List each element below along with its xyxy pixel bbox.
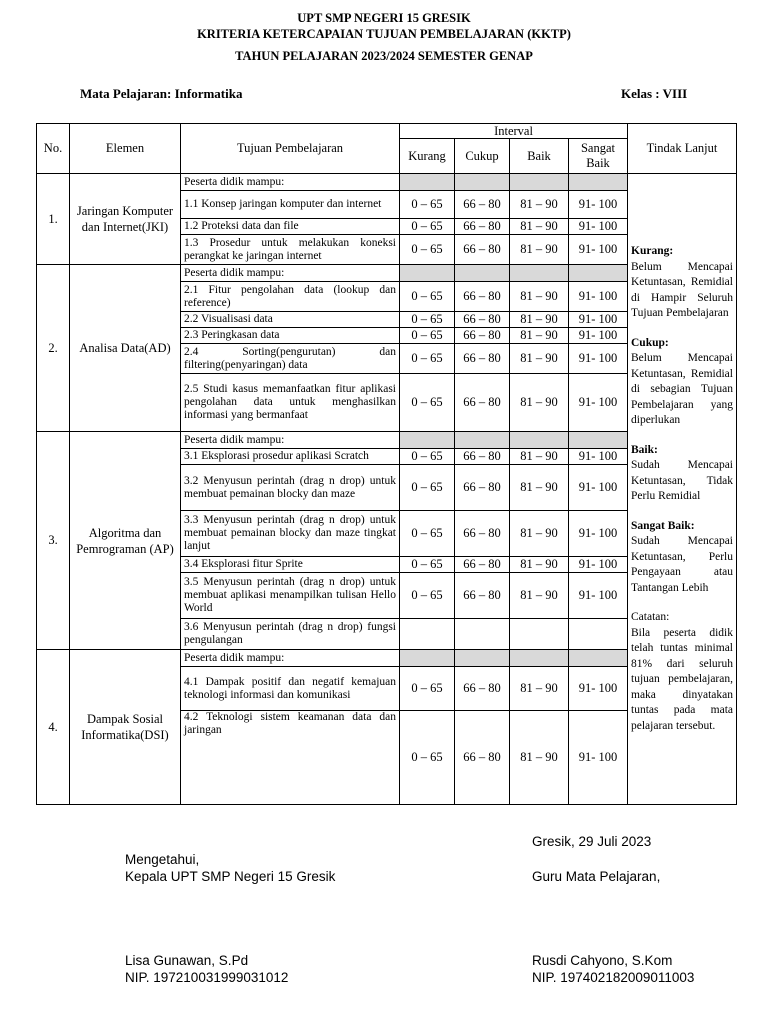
- group-1-elemen: Jaringan Komputer dan Internet(JKI): [70, 174, 181, 265]
- interval-sangat-baik: 91- 100: [569, 511, 628, 557]
- interval-sangat-baik: 91- 100: [569, 557, 628, 573]
- interval-baik: 81 – 90: [510, 557, 569, 573]
- interval-sangat-baik: 91- 100: [569, 235, 628, 265]
- tp-2-2: 2.2 Visualisasi data: [181, 312, 400, 328]
- header-kurang: Kurang: [400, 139, 455, 174]
- tp-3-1: 3.1 Eksplorasi prosedur aplikasi Scratch: [181, 449, 400, 465]
- group-3-elemen: Algoritma dan Pemrograman (AP): [70, 432, 181, 650]
- interval-kurang: 0 – 65: [400, 667, 455, 711]
- interval-baik: 81 – 90: [510, 573, 569, 619]
- interval-cukup: 66 – 80: [455, 282, 510, 312]
- teacher-signature: [532, 952, 694, 986]
- interval-cukup: 66 – 80: [455, 344, 510, 374]
- interval-kurang: 0 – 65: [400, 235, 455, 265]
- academic-year: TAHUN PELAJARAN 2023/2024 SEMESTER GENAP: [235, 49, 533, 63]
- interval-kurang: 0 – 65: [400, 573, 455, 619]
- interval-cukup: 66 – 80: [455, 511, 510, 557]
- interval-kurang: 0 – 65: [400, 328, 455, 344]
- interval-kurang: 0 – 65: [400, 557, 455, 573]
- interval-kurang: 0 – 65: [400, 449, 455, 465]
- tl-cukup-heading: Cukup:: [631, 336, 669, 349]
- interval-baik: 81 – 90: [510, 667, 569, 711]
- interval-kurang: 0 – 65: [400, 282, 455, 312]
- header-baik: Baik: [510, 139, 569, 174]
- tp-1-2: 1.2 Proteksi data dan file: [181, 219, 400, 235]
- interval-baik: 81 – 90: [510, 191, 569, 219]
- tp-1-1: 1.1 Konsep jaringan komputer dan internet: [181, 191, 400, 219]
- interval-baik: 81 – 90: [510, 219, 569, 235]
- tl-cukup-text: Belum Mencapai Ketuntasan, Remidial di sebagian Tujuan Pembelajaran yang diperlukan: [631, 352, 733, 426]
- interval-sangat-baik: 91- 100: [569, 312, 628, 328]
- tl-kurang-heading: Kurang:: [631, 245, 674, 257]
- tindak-lanjut-cell: [628, 174, 737, 805]
- interval-kurang: 0 – 65: [400, 711, 455, 805]
- tp-3-6: 3.6 Menyusun perintah (drag n drop) fungsi pengulangan: [181, 619, 400, 650]
- interval-cukup: 66 – 80: [455, 711, 510, 805]
- interval-sangat-baik: 91- 100: [569, 449, 628, 465]
- group-1-no: 1.: [37, 174, 70, 265]
- interval-sangat-baik: 91- 100: [569, 667, 628, 711]
- group-3-no: 3.: [37, 432, 70, 650]
- teacher-nip: NIP. 197402182009011003: [532, 970, 695, 985]
- tl-catatan-heading: Catatan:: [631, 611, 670, 623]
- interval-baik: 81 – 90: [510, 235, 569, 265]
- interval-baik: 81 – 90: [510, 374, 569, 432]
- interval-baik: 81 – 90: [510, 511, 569, 557]
- tp-3-4: 3.4 Eksplorasi fitur Sprite: [181, 557, 400, 573]
- kktp-table: [36, 123, 737, 805]
- interval-cukup: 66 – 80: [455, 328, 510, 344]
- header-tujuan: Tujuan Pembelajaran: [181, 124, 400, 174]
- tp-3-2: 3.2 Menyusun perintah (drag n drop) untuk membuat pemainan blocky dan maze: [181, 465, 400, 511]
- interval-cukup: 66 – 80: [455, 191, 510, 219]
- interval-sangat-baik: 91- 100: [569, 465, 628, 511]
- interval-baik: 81 – 90: [510, 312, 569, 328]
- tl-baik-text: Sudah Mencapai Ketuntasan, Tidak Perlu Remidial: [631, 459, 733, 502]
- teacher-name: Rusdi Cahyono, S.Kom: [532, 953, 673, 968]
- group-2-intro: Peserta didik mampu:: [181, 265, 400, 282]
- interval-kurang: 0 – 65: [400, 465, 455, 511]
- header-cukup: Cukup: [455, 139, 510, 174]
- interval-sangat-baik: 91- 100: [569, 328, 628, 344]
- interval-kurang: 0 – 65: [400, 312, 455, 328]
- place-date: Gresik, 29 Juli 2023: [532, 834, 652, 849]
- acknowledged-label: Mengetahui,: [125, 852, 200, 867]
- interval-sangat-baik: 91- 100: [569, 374, 628, 432]
- interval-cukup: 66 – 80: [455, 235, 510, 265]
- school-name: UPT SMP NEGERI 15 GRESIK: [297, 11, 471, 25]
- interval-cukup: 66 – 80: [455, 312, 510, 328]
- interval-sangat-baik: 91- 100: [569, 711, 628, 805]
- interval-cukup: 66 – 80: [455, 219, 510, 235]
- subject-label: Mata Pelajaran: Informatika: [80, 86, 243, 101]
- headmaster-name: Lisa Gunawan, S.Pd: [125, 953, 249, 968]
- interval-sangat-baik: 91- 100: [569, 282, 628, 312]
- group-4-intro: Peserta didik mampu:: [181, 650, 400, 667]
- tl-kurang-text: Belum Mencapai Ketuntasan, Remidial di Hampir Seluruh Tujuan Pembelajaran: [631, 260, 733, 319]
- headmaster-title: Kepala UPT SMP Negeri 15 Gresik: [125, 869, 336, 884]
- headmaster-block: [125, 851, 335, 885]
- tp-2-3: 2.3 Peringkasan data: [181, 328, 400, 344]
- interval-baik: 81 – 90: [510, 465, 569, 511]
- tl-sangat-baik-text: Sudah Mencapai Ketuntasan, Perlu Pengayaan atau Tantangan Lebih: [631, 535, 733, 594]
- group-2-no: 2.: [37, 265, 70, 432]
- tp-3-3: 3.3 Menyusun perintah (drag n drop) untuk membuat pemainan blocky dan maze tingkat lanjut: [181, 511, 400, 557]
- header-interval: Interval: [400, 124, 628, 139]
- tp-2-5: 2.5 Studi kasus memanfaatkan fitur aplikasi pengolahan data untuk menghasilkan informasi yang bermanfaat: [181, 374, 400, 432]
- group-3-intro: Peserta didik mampu:: [181, 432, 400, 449]
- teacher-title: Guru Mata Pelajaran,: [532, 869, 661, 884]
- interval-sangat-baik: 91- 100: [569, 344, 628, 374]
- tp-4-2: 4.2 Teknologi sistem keamanan data dan jaringan: [181, 711, 400, 805]
- tp-1-3: 1.3 Prosedur untuk melakukan koneksi perangkat ke jaringan internet: [181, 235, 400, 265]
- interval-kurang: 0 – 65: [400, 344, 455, 374]
- interval-baik: 81 – 90: [510, 328, 569, 344]
- interval-cukup: 66 – 80: [455, 374, 510, 432]
- group-4-no: 4.: [37, 650, 70, 805]
- class-label: Kelas : VIII: [621, 86, 688, 101]
- interval-cukup: 66 – 80: [455, 557, 510, 573]
- interval-baik: 81 – 90: [510, 282, 569, 312]
- interval-sangat-baik: 91- 100: [569, 573, 628, 619]
- document-title: KRITERIA KETERCAPAIAN TUJUAN PEMBELAJARAN (KKTP): [197, 27, 571, 41]
- tp-2-4: 2.4 Sorting(pengurutan) dan filtering(penyaringan) data: [181, 344, 400, 374]
- group-4-elemen: Dampak Sosial Informatika(DSI): [70, 650, 181, 805]
- interval-cukup: 66 – 80: [455, 667, 510, 711]
- headmaster-nip: NIP. 197210031999031012: [125, 970, 289, 985]
- group-2-elemen: Analisa Data(AD): [70, 265, 181, 432]
- header-elemen: Elemen: [70, 124, 181, 174]
- document-header: [0, 10, 768, 64]
- group-1-intro: Peserta didik mampu:: [181, 174, 400, 191]
- interval-kurang: 0 – 65: [400, 191, 455, 219]
- interval-baik: 81 – 90: [510, 344, 569, 374]
- interval-baik: 81 – 90: [510, 449, 569, 465]
- tp-2-1: 2.1 Fitur pengolahan data (lookup dan reference): [181, 282, 400, 312]
- header-sangat-baik: Sangat Baik: [569, 139, 628, 174]
- tl-catatan-text: Bila peserta didik telah tuntas minimal 81% dari seluruh tujuan pembelajaran, maka dinyatakan tuntas pada mata pelajaran tersebut.: [631, 626, 733, 732]
- headmaster-signature: [125, 952, 288, 986]
- interval-kurang: 0 – 65: [400, 219, 455, 235]
- tp-3-5: 3.5 Menyusun perintah (drag n drop) untuk membuat aplikasi menampilkan tulisan Hello World: [181, 573, 400, 619]
- interval-sangat-baik: 91- 100: [569, 219, 628, 235]
- interval-kurang: 0 – 65: [400, 511, 455, 557]
- interval-cukup: 66 – 80: [455, 573, 510, 619]
- tp-4-1: 4.1 Dampak positif dan negatif kemajuan teknologi informasi dan komunikasi: [181, 667, 400, 711]
- interval-kurang: 0 – 65: [400, 374, 455, 432]
- tl-sangat-baik-heading: Sangat Baik:: [631, 519, 695, 532]
- tl-baik-heading: Baik:: [631, 443, 658, 456]
- interval-baik: 81 – 90: [510, 711, 569, 805]
- interval-cukup: 66 – 80: [455, 465, 510, 511]
- header-no: No.: [37, 124, 70, 174]
- interval-sangat-baik: 91- 100: [569, 191, 628, 219]
- header-tindak-lanjut: Tindak Lanjut: [628, 124, 737, 174]
- interval-cukup: 66 – 80: [455, 449, 510, 465]
